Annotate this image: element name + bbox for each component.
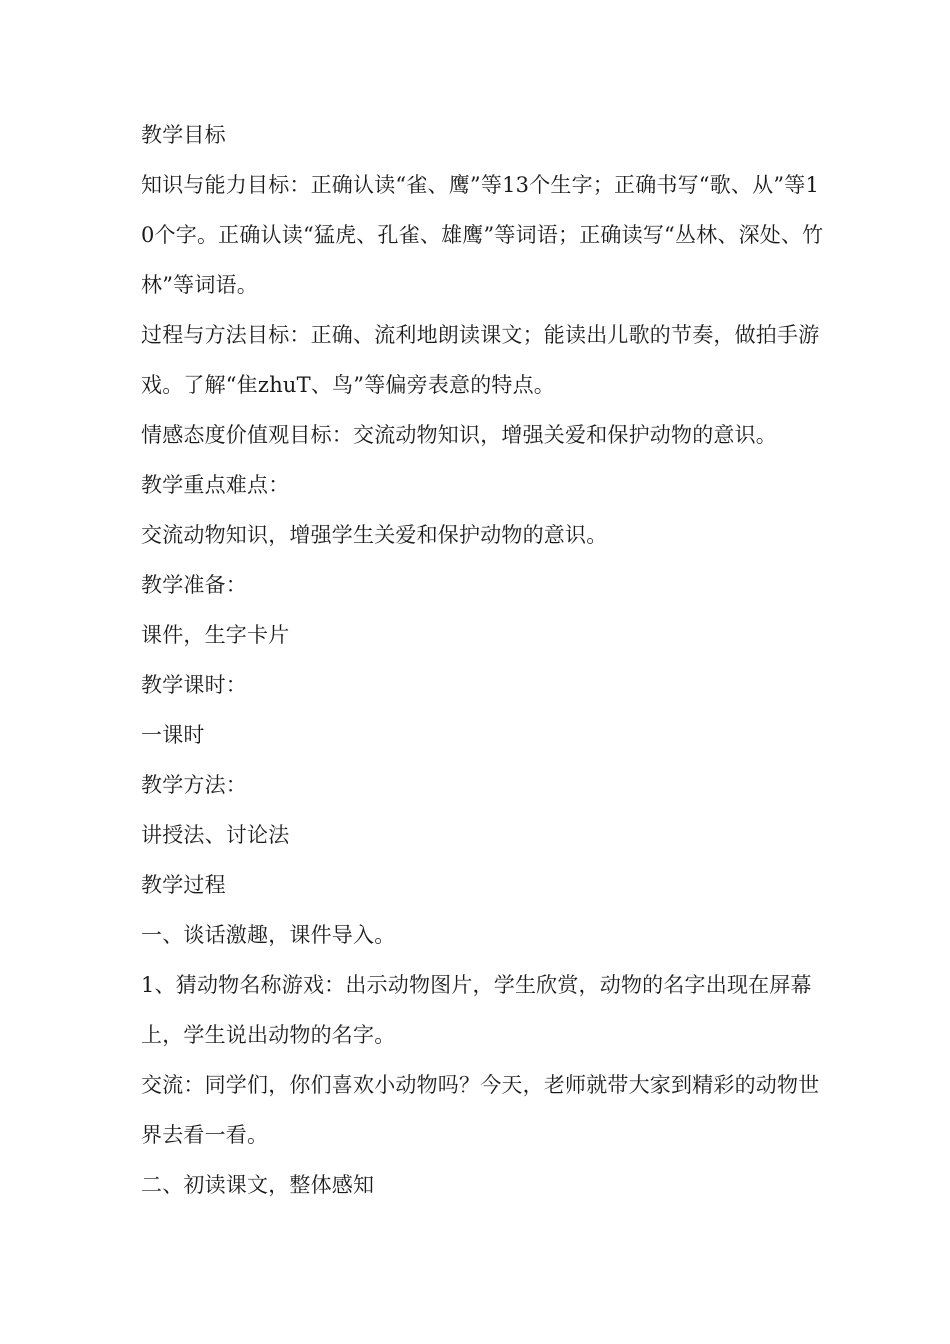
section-two-title: 二、初读课文，整体感知 <box>141 1173 375 1197</box>
heading-class-hours: 教学课时： <box>141 673 247 697</box>
heading-teaching-goals: 教学目标 <box>141 123 226 147</box>
paragraph-process-goal: 过程与方法目标：正确、流利地朗读课文；能读出儿歌的节奏，做拍手游戏。了解“隹zhuT、鸟”等偏旁表意的特点。 <box>141 323 820 397</box>
paragraph-guess-game: 1、猜动物名称游戏：出示动物图片，学生欣赏，动物的名字出现在屏幕上，学生说出动物的名字。 <box>141 973 812 1047</box>
heading-methods: 教学方法： <box>141 773 247 797</box>
heading-key-points: 教学重点难点： <box>141 473 290 497</box>
paragraph-methods: 讲授法、讨论法 <box>141 823 290 847</box>
section-one-title: 一、谈话激趣，课件导入。 <box>141 923 396 947</box>
paragraph-preparation: 课件，生字卡片 <box>141 623 290 647</box>
heading-preparation: 教学准备： <box>141 573 247 597</box>
heading-process: 教学过程 <box>141 873 226 897</box>
paragraph-key-points: 交流动物知识，增强学生关爱和保护动物的意识。 <box>141 523 608 547</box>
paragraph-exchange: 交流：同学们，你们喜欢小动物吗？今天，老师就带大家到精彩的动物世界去看一看。 <box>141 1073 820 1147</box>
document-body <box>141 110 831 1210</box>
paragraph-knowledge-goal: 知识与能力目标：正确认读“雀、鹰”等13个生字；正确书写“歌、从”等10个字。正确认读“猛虎、孔雀、雄鹰”等词语；正确读写“丛林、深处、竹林”等词语。 <box>141 173 824 297</box>
paragraph-emotion-goal: 情感态度价值观目标：交流动物知识，增强关爱和保护动物的意识。 <box>141 423 777 447</box>
paragraph-class-hours: 一课时 <box>141 723 205 747</box>
